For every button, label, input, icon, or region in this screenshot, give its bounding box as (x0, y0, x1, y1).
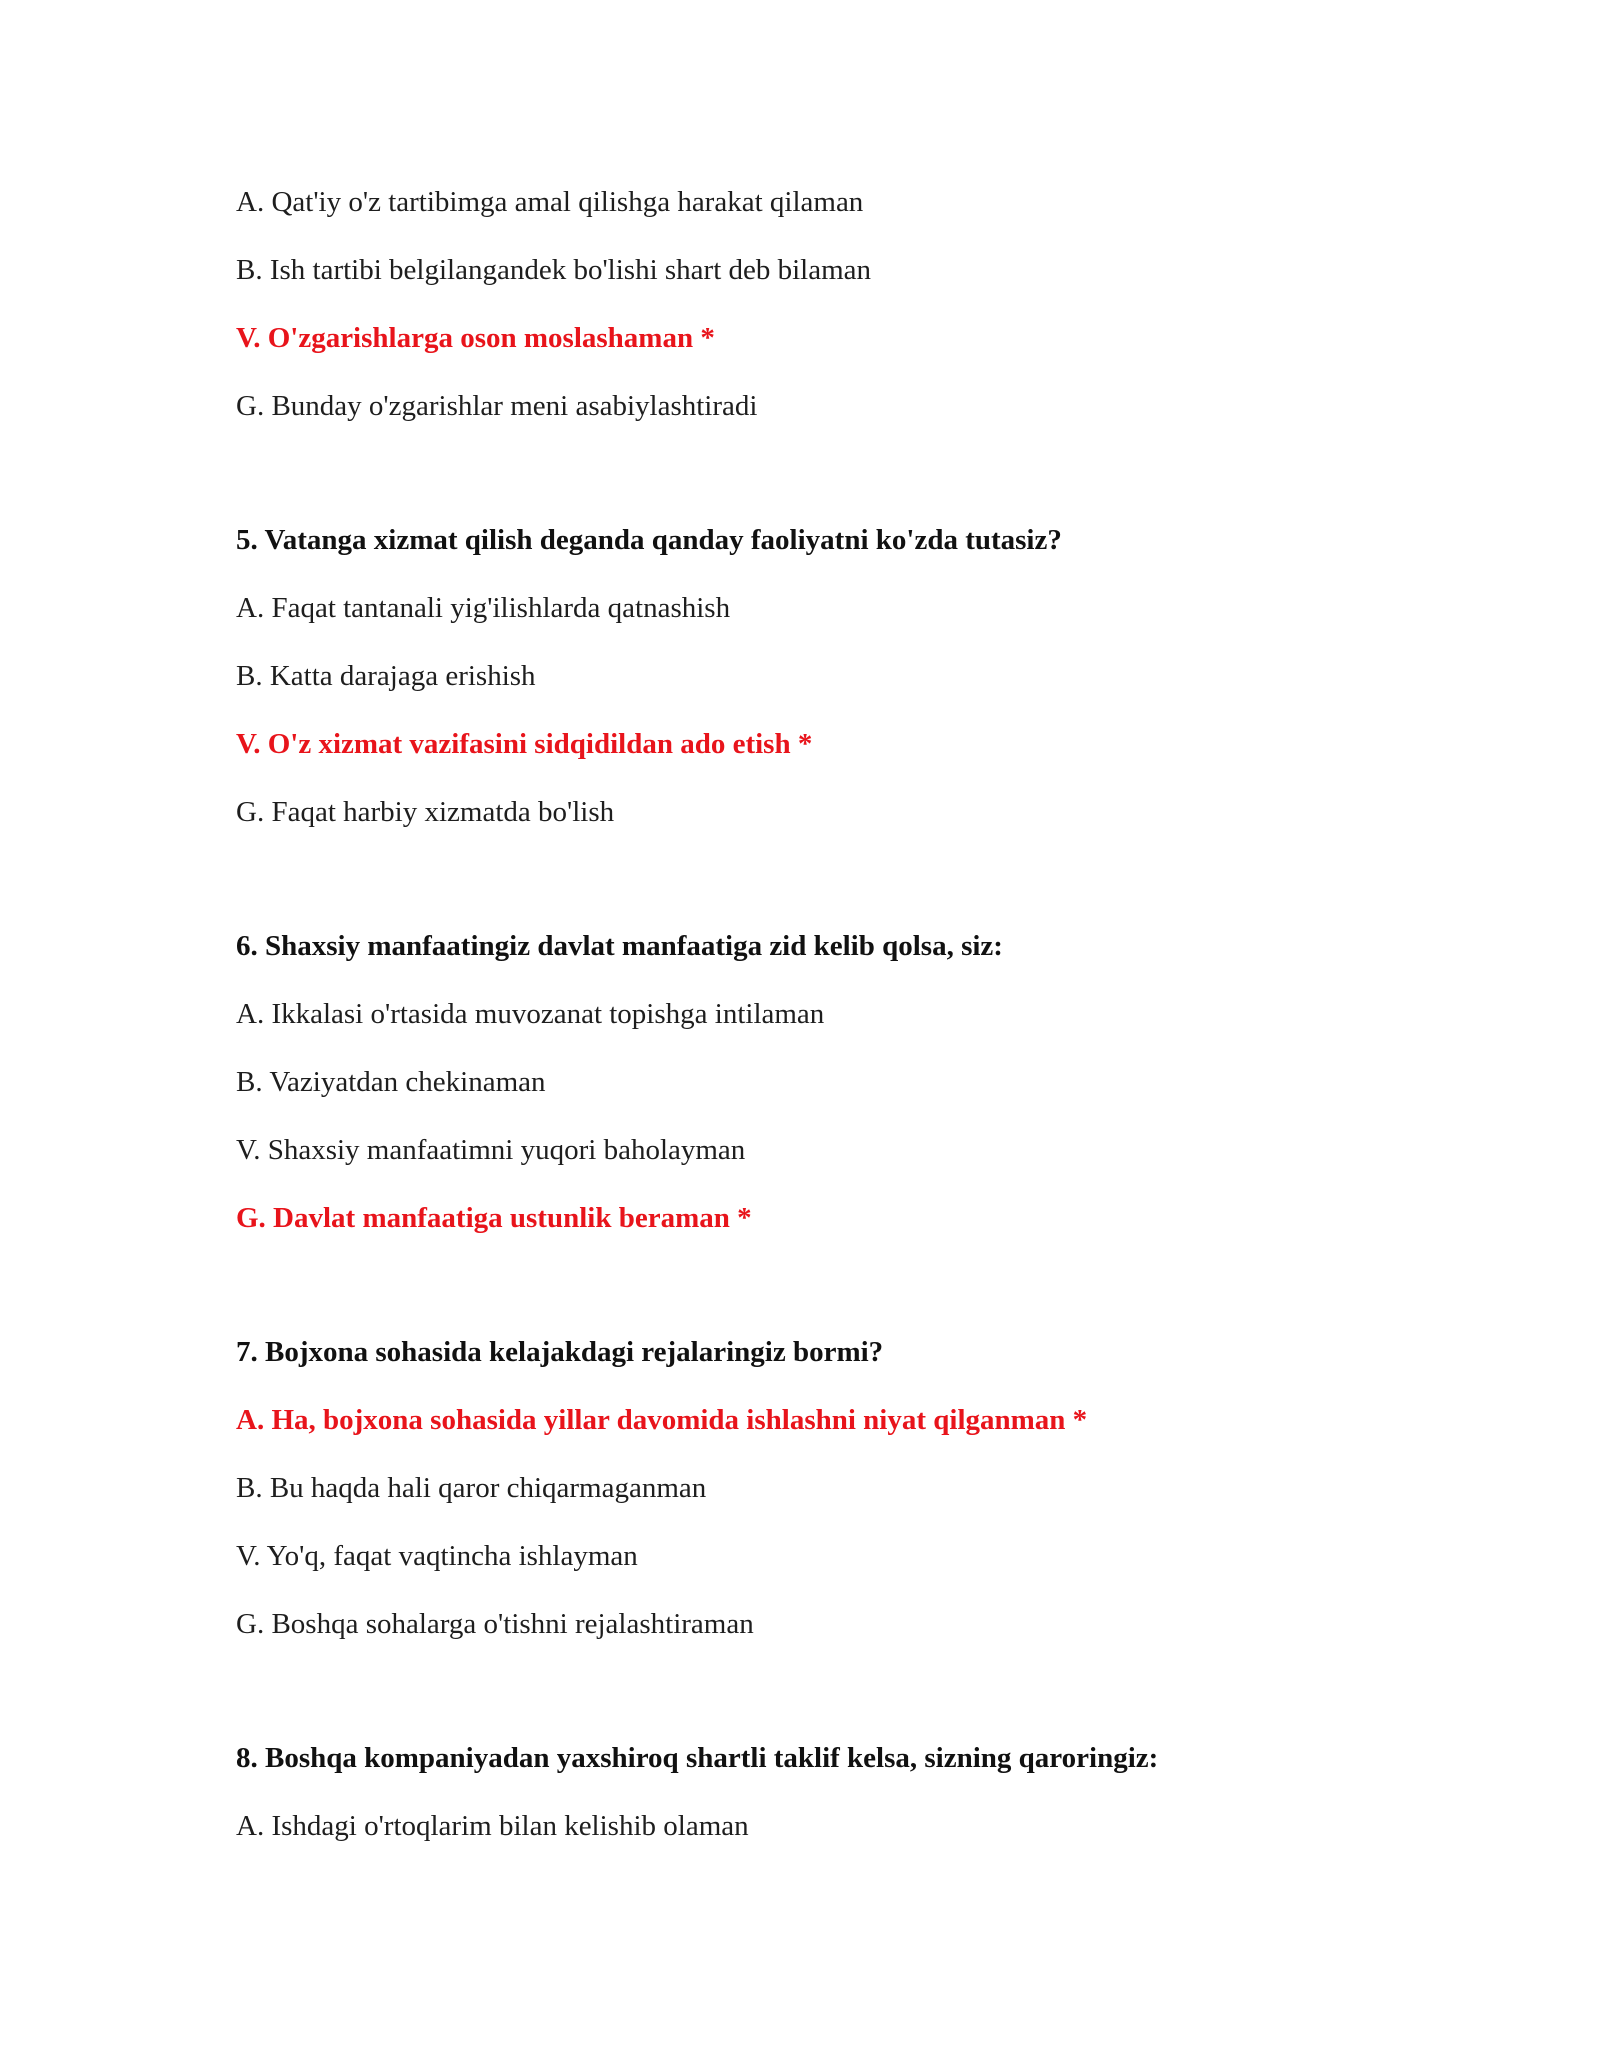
question-5-text: 5. Vatanga xizmat qilish deganda qanday faoliyatni ko'zda tutasiz? (236, 524, 1062, 556)
option-v-correct: V. O'zgarishlarga oson moslashaman * (236, 322, 715, 354)
option-v: V. Yo'q, faqat vaqtincha ishlayman (236, 1540, 638, 1572)
option-b: B. Bu haqda hali qaror chiqarmaganman (236, 1472, 707, 1504)
option-a-correct: A. Ha, bojxona sohasida yillar davomida ishlashni niyat qilganman * (236, 1404, 1088, 1436)
option-g: G. Boshqa sohalarga o'tishni rejalashtiraman (236, 1608, 754, 1640)
block-gap (236, 1675, 1416, 1741)
option-a: A. Qat'iy o'z tartibimga amal qilishga harakat qilaman (236, 186, 864, 218)
option-a: A. Ishdagi o'rtoqlarim bilan kelishib olaman (236, 1810, 749, 1842)
question-6-text: 6. Shaxsiy manfaatingiz davlat manfaatiga zid kelib qolsa, siz: (236, 930, 1003, 962)
question-7-text: 7. Bojxona sohasida kelajakdagi rejalaringiz bormi? (236, 1336, 884, 1368)
option-b: B. Katta darajaga erishish (236, 660, 536, 692)
option-b: B. Ish tartibi belgilangandek bo'lishi shart deb bilaman (236, 254, 872, 286)
option-g: G. Faqat harbiy xizmatda bo'lish (236, 796, 615, 828)
question-block-7 (236, 1335, 1416, 1641)
option-b: B. Vaziyatdan chekinaman (236, 1066, 546, 1098)
question-block-5 (236, 523, 1416, 829)
question-block-8 (236, 1741, 1416, 1843)
block-gap (236, 1269, 1416, 1335)
question-block-4-continued (236, 185, 1416, 423)
question-8-text: 8. Boshqa kompaniyadan yaxshiroq shartli taklif kelsa, sizning qaroringiz: (236, 1742, 1159, 1774)
option-v: V. Shaxsiy manfaatimni yuqori baholayman (236, 1134, 746, 1166)
option-g: G. Bunday o'zgarishlar meni asabiylashtiradi (236, 390, 758, 422)
option-a: A. Ikkalasi o'rtasida muvozanat topishga intilaman (236, 998, 825, 1030)
document-content (236, 185, 1416, 1877)
block-gap (236, 457, 1416, 523)
option-a: A. Faqat tantanali yig'ilishlarda qatnashish (236, 592, 731, 624)
block-gap (236, 863, 1416, 929)
question-block-6 (236, 929, 1416, 1235)
option-v-correct: V. O'z xizmat vazifasini sidqidildan ado etish * (236, 728, 813, 760)
option-g-correct: G. Davlat manfaatiga ustunlik beraman * (236, 1202, 752, 1234)
